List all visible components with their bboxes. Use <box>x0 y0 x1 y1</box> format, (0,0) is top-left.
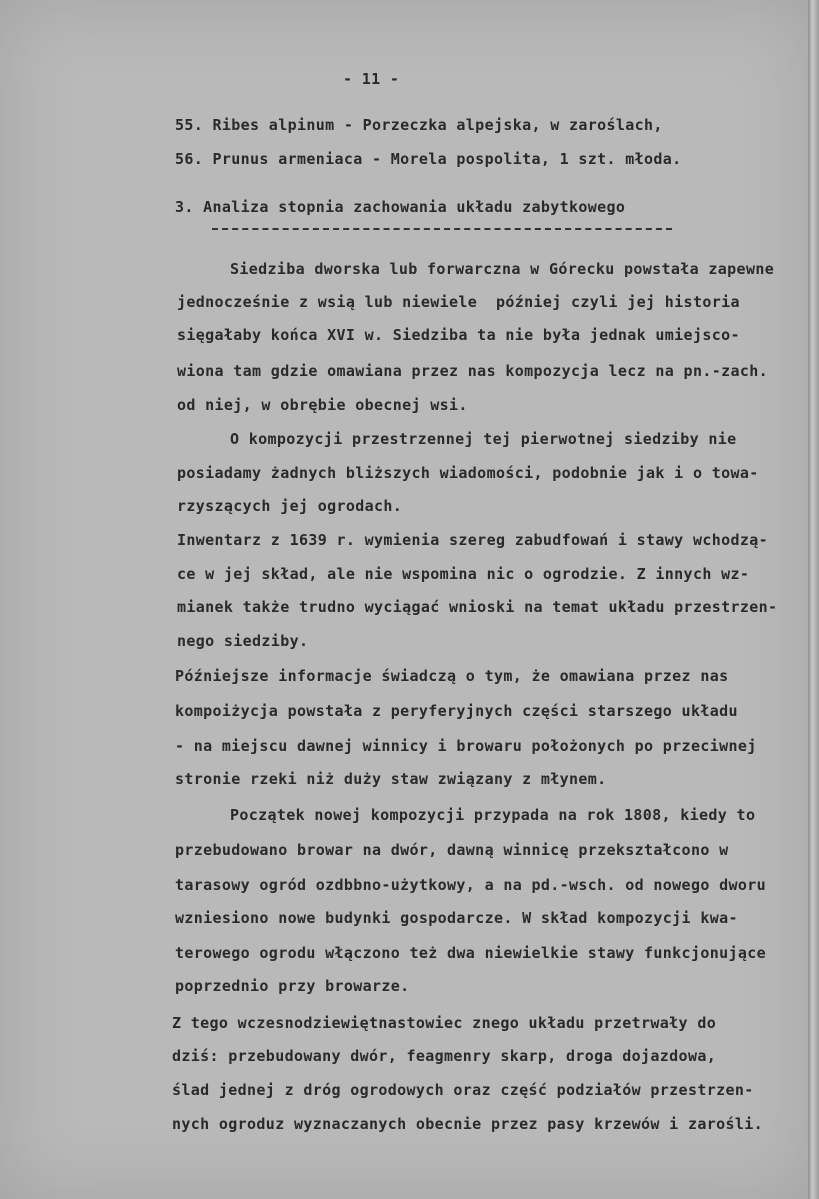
body-line: mianek także trudno wyciągać wnioski na temat układu przestrzen- <box>177 598 778 616</box>
list-item: 56. Prunus armeniaca - Morela pospolita, 1 szt. młoda. <box>175 150 682 168</box>
body-line: dziś: przebudowany dwór, feagmenry skarp, droga dojazdowa, <box>172 1047 717 1065</box>
list-item: 55. Ribes alpinum - Porzeczka alpejska, w zaroślach, <box>175 116 663 134</box>
body-line: Z tego wczesnodziewiętnastowiec znego układu przetrwały do <box>172 1014 717 1032</box>
body-line: ce w jej skład, ale nie wspomina nic o ogrodzie. Z innych wz- <box>177 565 750 583</box>
body-line: ślad jednej z dróg ogrodowych oraz część podziałów przestrzen- <box>172 1081 754 1099</box>
page-edge <box>808 0 819 1199</box>
heading-underline <box>212 228 672 230</box>
body-line: Inwentarz z 1639 r. wymienia szereg zabudfowań i stawy wchodzą- <box>177 531 768 549</box>
body-line: stronie rzeki niż duży staw związany z młynem. <box>175 770 607 788</box>
body-line: jednocześnie z wsią lub niewiele później czyli jej historia <box>177 293 740 311</box>
body-line: posiadamy żadnych bliższych wiadomości, podobnie jak i o towa- <box>177 464 759 482</box>
body-line: tarasowy ogród ozdbbno-użytkowy, a na pd.-wsch. od nowego dworu <box>175 876 766 894</box>
body-line: terowego ogrodu włączono też dwa niewielkie stawy funkcjonujące <box>175 944 766 962</box>
body-line: nych ogroduz wyznaczanych obecnie przez pasy krzewów i zarośli. <box>172 1115 763 1133</box>
page-number: - 11 - <box>343 70 400 88</box>
body-line: kompoiżycja powstała z peryferyjnych części starszego układu <box>175 702 738 720</box>
body-line: wzniesiono nowe budynki gospodarcze. W skład kompozycji kwa- <box>175 909 738 927</box>
body-line: O kompozycji przestrzennej tej pierwotnej siedziby nie <box>230 430 737 448</box>
body-line: poprzednio przy browarze. <box>175 977 410 995</box>
body-line: od niej, w obrębie obecnej wsi. <box>177 396 468 414</box>
body-line: nego siedziby. <box>177 632 309 650</box>
body-line: Siedziba dworska lub forwarczna w Górecku powstała zapewne <box>230 260 775 278</box>
body-line: - na miejscu dawnej winnicy i browaru położonych po przeciwnej <box>175 737 757 755</box>
section-heading: 3. Analiza stopnia zachowania układu zabytkowego <box>175 198 626 216</box>
body-line: sięgałaby końca XVI w. Siedziba ta nie była jednak umiejsco- <box>177 326 740 344</box>
body-line: przebudowano browar na dwór, dawną winnicę przekształcono w <box>175 841 729 859</box>
body-line: Początek nowej kompozycji przypada na rok 1808, kiedy to <box>230 806 756 824</box>
body-line: Późniejsze informacje świadczą o tym, że omawiana przez nas <box>175 667 729 685</box>
body-line: wiona tam gdzie omawiana przez nas kompozycja lecz na pn.-zach. <box>177 362 768 380</box>
body-line: rzyszących jej ogrodach. <box>177 497 403 515</box>
